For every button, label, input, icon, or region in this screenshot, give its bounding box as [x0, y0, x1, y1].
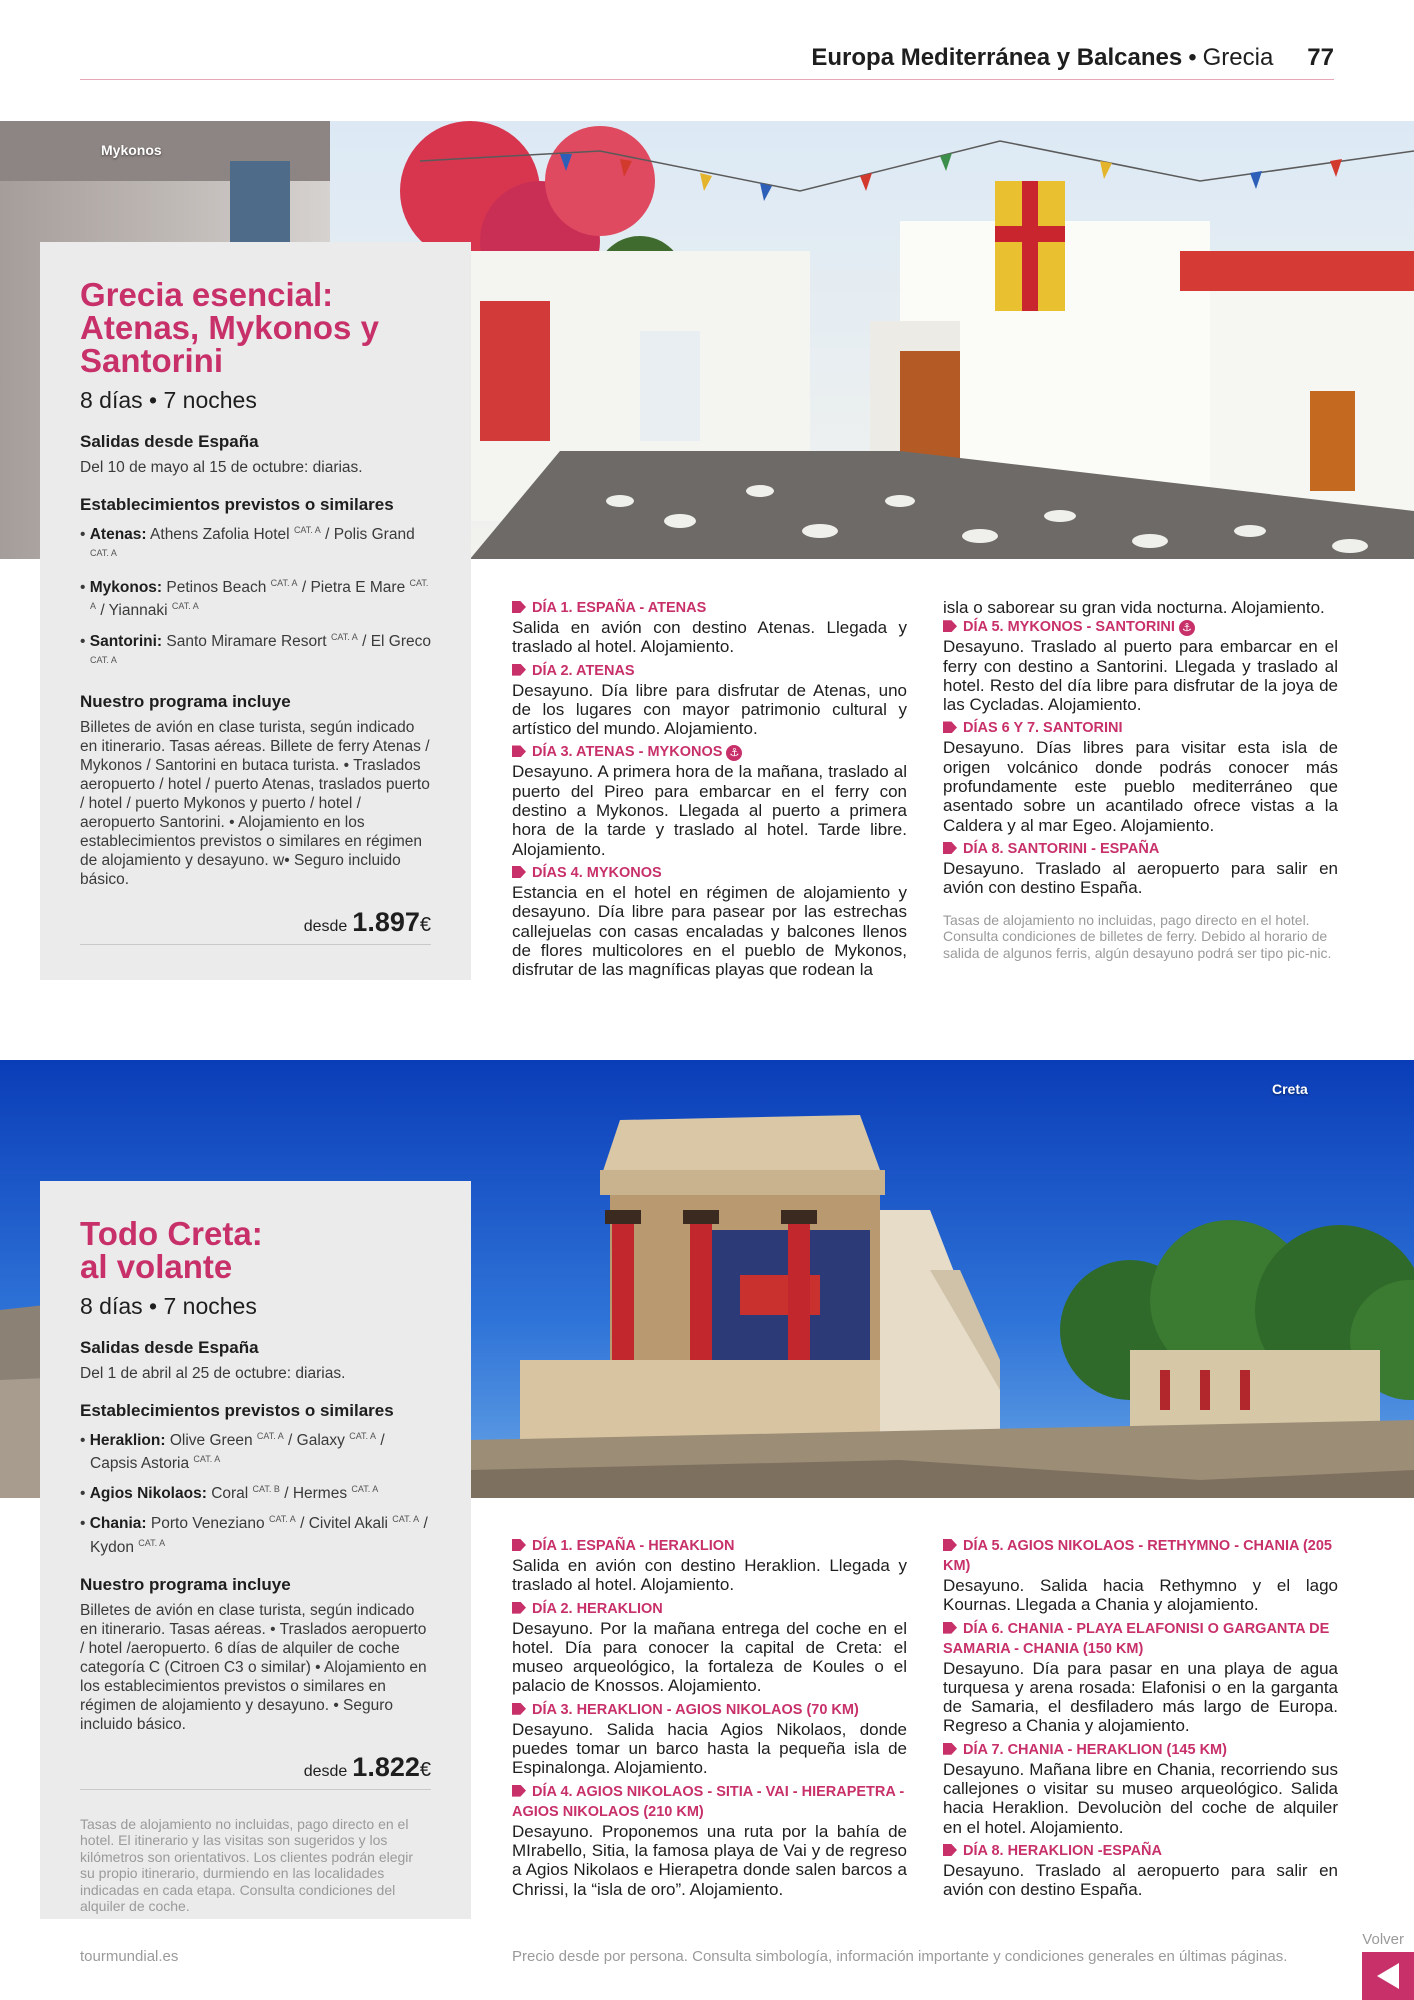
price-row — [80, 1752, 431, 1790]
hotel-category: CAT. A — [268, 1514, 296, 1525]
tour-info-box-todo-creta — [40, 1181, 471, 1919]
tour-note: Tasas de alojamiento no incluidas, pago directo en el hotel. El itinerario y las visitas son sugeridos y los kilómetros son orientativos. Los clientes podrán elegir su propio itinerario, durmiendo en las localidades indicadas en cada etapa. Consulta condiciones del alquiler de coche. — [80, 1815, 414, 1915]
includes-heading: Nuestro programa incluye — [80, 1574, 291, 1594]
play-triangle-icon — [512, 1539, 526, 1551]
day-title-text: DÍA 3. HERAKLION - AGIOS NIKOLAOS (70 KM) — [532, 1701, 859, 1718]
day-title-text: DÍA 4. AGIOS NIKOLAOS - SITIA - VAI - HIERAPETRA - AGIOS NIKOLAOS (210 KM) — [512, 1783, 905, 1820]
play-triangle-icon — [512, 601, 526, 613]
hotel-category: CAT. A — [171, 601, 199, 612]
price-amount: 1.822 — [352, 1751, 420, 1782]
section-title: Europa Mediterránea y Balcanes — [811, 44, 1183, 71]
itinerary-day — [943, 1740, 1338, 1837]
day-text: Desayuno. Traslado al aeropuerto para salir en avión con destino España. — [943, 1860, 1338, 1900]
tour-title-line: al volante — [80, 1248, 233, 1285]
day-title — [943, 617, 1338, 637]
hotel-separator: / — [320, 526, 334, 544]
departures-text: Del 10 de mayo al 15 de octubre: diarias. — [80, 459, 363, 476]
hotel-separator: / — [279, 1485, 293, 1503]
hotel-name: Galaxy — [296, 1432, 345, 1450]
price-row — [80, 907, 431, 945]
day-title-text: DÍA 3. ATENAS - MYKONOS — [532, 744, 723, 761]
hotel-name: Polis Grand — [333, 526, 415, 544]
departures-text: Del 1 de abril al 25 de octubre: diarias. — [80, 1365, 346, 1382]
day-text: Estancia en el hotel en régimen de alojamiento y desayuno. Día libre para pasear por las estrechas callejuelas con casas encaladas y balcones llenos de flores multicolores en el pueblo de Mykonos, disfrutar de las magníficas playas que rodean la — [512, 882, 907, 980]
hotel-category: CAT. A — [330, 631, 358, 642]
website-link[interactable]: tourmundial.es — [80, 1948, 179, 1965]
hotel-city: Agios Nikolaos: — [89, 1485, 207, 1503]
hotel-category: CAT. B — [252, 1484, 280, 1495]
play-triangle-icon — [943, 721, 957, 733]
itinerary-column-1 — [512, 598, 907, 983]
price-prefix: desde — [303, 1762, 348, 1780]
day-text: Desayuno. Traslado al aeropuerto para salir en avión con destino España. — [943, 858, 1338, 898]
day-text: Desayuno. Traslado al puerto para embarcar en el ferry con destino a Santorini. Llegada y traslado al hotel. Resto del día libre para disfrutar de la joya de las Cycladas. Alojamiento. — [943, 637, 1338, 715]
day-title — [512, 863, 907, 883]
price-prefix: desde — [303, 917, 348, 935]
back-label[interactable]: Volver — [1362, 1931, 1404, 1948]
itinerary-day — [512, 1700, 907, 1778]
day-title-text: DÍA 7. CHANIA - HERAKLION (145 KM) — [963, 1741, 1227, 1758]
header-separator: • — [1188, 44, 1197, 71]
price-amount: 1.897 — [352, 906, 420, 937]
hotel-separator: / — [419, 1515, 428, 1533]
hotel-list — [80, 521, 431, 674]
play-triangle-icon — [943, 1539, 957, 1551]
itinerary-day — [512, 742, 907, 858]
departures-heading: Salidas desde España — [80, 432, 259, 451]
day-title-text: DÍAS 6 Y 7. SANTORINI — [963, 720, 1123, 737]
hotel-name: Olive Green — [169, 1432, 253, 1450]
hotel-city: Heraklion: — [89, 1432, 166, 1450]
itinerary-day — [943, 1536, 1338, 1615]
itinerary-day — [512, 1782, 907, 1899]
page-header — [80, 44, 1334, 80]
tour-title-line: Grecia esencial: — [80, 276, 334, 313]
tour-duration: 8 días • 7 noches — [80, 387, 257, 413]
itinerary-column-1 — [512, 1536, 907, 1903]
hotel-name: Capsis Astoria — [90, 1455, 190, 1473]
play-triangle-icon — [943, 1743, 957, 1755]
hotel-separator: / — [376, 1432, 385, 1450]
day-text: Desayuno. Día libre para disfrutar de Atenas, uno de los lugares con mayor patrimonio cultural y artístico del mundo. Alojamiento. — [512, 680, 907, 739]
hotel-city: Mykonos: — [89, 579, 163, 597]
photo-label-mykonos: Mykonos — [101, 142, 162, 158]
hotel-item: • Atenas: Athens Zafolia Hotel $^{CAT. A}$ / Polis Grand $^{CAT. A}$ — [80, 525, 415, 559]
hotel-city: Chania: — [89, 1515, 147, 1533]
itinerary-day — [512, 598, 907, 657]
hotel-name: Porto Veneziano — [150, 1515, 265, 1533]
day-title — [512, 1536, 907, 1556]
hotel-separator: / — [357, 632, 371, 650]
price-currency: € — [419, 1758, 431, 1781]
hotel-category: CAT. A — [270, 578, 298, 589]
country-title: Grecia — [1202, 44, 1274, 71]
back-arrow-icon — [1377, 1963, 1399, 1989]
hotel-name: Petinos Beach — [166, 579, 267, 597]
hotel-item: • Santorini: Santo Miramare Resort $^{CAT. A}$ / El Greco $^{CAT. A}$ — [80, 631, 432, 665]
hotel-item: • Mykonos: Petinos Beach $^{CAT. A}$ / Pietra E Mare $^{CAT. A}$ / Yiannaki $^{CAT. A}$ — [80, 578, 429, 620]
day-title-text: DÍA 2. HERAKLION — [532, 1600, 663, 1617]
includes-text: Billetes de avión en clase turista, según indicado en itinerario. Tasas aéreas. • Traslados aeropuerto / hotel /aeropuerto. 6 días de alquiler de coche categoría C (Citroen C3 o similar) • Alojamiento en los establecimientos previstos o similares en régimen de alojamiento y desayuno. • Seguro incluido básico. — [80, 1601, 427, 1733]
hotels-heading: Establecimientos previstos o similares — [80, 495, 394, 514]
ferry-anchor-icon: ⚓ — [1179, 620, 1195, 636]
hotels-heading: Establecimientos previstos o similares — [80, 1401, 394, 1420]
itinerary-day — [943, 617, 1338, 714]
day-text: Desayuno. A primera hora de la mañana, traslado al puerto del Pireo para embarcar en el ferry con destino a Mykonos. Llegada al puerto a primera hora de la tarde y traslado al hotel. Tarde libre. Alojamiento. — [512, 762, 907, 859]
day-title — [512, 661, 907, 681]
day-title-text: DÍA 1. ESPAÑA - ATENAS — [532, 600, 707, 616]
play-triangle-icon — [943, 842, 957, 854]
play-triangle-icon — [512, 1785, 526, 1797]
page-number: 77 — [1307, 44, 1334, 71]
hotel-category: CAT. A — [90, 654, 117, 665]
play-triangle-icon — [512, 866, 526, 878]
play-triangle-icon — [512, 1703, 526, 1715]
tour-title — [80, 278, 431, 377]
day-title-text: DÍA 2. ATENAS — [532, 662, 635, 679]
play-triangle-icon — [512, 1602, 526, 1614]
tour-title-line: Santorini — [80, 342, 224, 379]
itinerary-day — [943, 1841, 1338, 1900]
day-title — [943, 1740, 1338, 1760]
day-title — [512, 1700, 907, 1720]
ferry-anchor-icon: ⚓ — [726, 745, 742, 761]
day-text: Desayuno. Mañana libre en Chania, recorriendo sus callejones o visitar su museo arqueológico. Salida hacia Heraklion. Devoluciòn del coche de alquiler en el hotel. Alojamiento. — [943, 1759, 1338, 1837]
departures-heading: Salidas desde España — [80, 1338, 259, 1357]
hotel-item: • Heraklion: Olive Green $^{CAT. A}$ / Galaxy $^{CAT. A}$ / Capsis Astoria $^{CAT. A}$ — [80, 1431, 385, 1473]
hotel-category: CAT. A — [256, 1431, 284, 1441]
hotel-separator: / — [295, 1515, 309, 1533]
day-title — [512, 598, 907, 618]
hotel-name: Santo Miramare Resort — [166, 632, 327, 650]
hotel-name: Kydon — [90, 1538, 134, 1556]
hotel-list — [80, 1427, 431, 1557]
day-title — [943, 1841, 1338, 1861]
hotel-name: Hermes — [292, 1485, 348, 1503]
hotel-category: CAT. A — [193, 1454, 221, 1465]
hotel-separator: / — [297, 579, 311, 597]
day-title-text: DÍA 5. AGIOS NIKOLAOS - RETHYMNO - CHANIA (205 KM) — [943, 1538, 1332, 1574]
hotel-name: Athens Zafolia Hotel — [150, 526, 290, 544]
tour-note: Tasas de alojamiento no incluidas, pago directo en el hotel. Consulta condiciones de billetes de ferry. Debido al horario de salida de algunos ferris, algún desayuno podrá ser tipo pic-nic. — [943, 911, 1332, 961]
tour-duration: 8 días • 7 noches — [80, 1293, 257, 1319]
hotel-category: CAT. A — [90, 578, 429, 612]
hotel-category: CAT. A — [392, 1514, 420, 1525]
back-button[interactable] — [1362, 1952, 1414, 2000]
includes-text: Billetes de avión en clase turista, según indicado en itinerario. Tasas aéreas. Billete de ferry Atenas / Mykonos / Santorini en butaca turista. • Traslados aeropuerto / hotel / puerto Atenas, traslados puerto / hotel / puerto Mykonos y puerto / hotel / aeropuerto Santorini. • Alojamiento en los establecimientos previstos o similares en régimen de alojamiento y desayuno. w• Seguro incluido básico. — [80, 718, 430, 888]
hotel-category: CAT. A — [349, 1431, 377, 1441]
day-title — [943, 718, 1338, 738]
day-title-text: DÍA 8. SANTORINI - ESPAÑA — [963, 840, 1160, 857]
hotel-name: El Greco — [370, 632, 432, 650]
footer-disclaimer: Precio desde por persona. Consulta simbología, información importante y condiciones generales en últimas páginas. — [512, 1948, 1288, 1965]
day-text: Desayuno. Proponemos una ruta por la bahía de MIrabello, Sitia, la famosa playa de Vai y de regreso a Agios Nikolaos e Hierapetra donde salen barcos a Chrissi, la “isla de oro”. Alojamiento. — [512, 1821, 907, 1899]
play-triangle-icon — [512, 745, 526, 757]
hotel-category: CAT. A — [351, 1484, 379, 1495]
hotel-city: Atenas: — [89, 526, 147, 544]
play-triangle-icon — [512, 664, 526, 676]
day-title — [943, 1536, 1338, 1576]
itinerary-day — [943, 718, 1338, 834]
day-text-continuation: isla o saborear su gran vida nocturna. Alojamiento. — [943, 598, 1325, 617]
hotel-name: Civitel Akali — [308, 1515, 388, 1533]
tour-title-line: Todo Creta: — [80, 1215, 263, 1252]
day-title-text: DÍA 1. ESPAÑA - HERAKLION — [532, 1538, 735, 1554]
hotel-name: Yiannaki — [108, 602, 168, 620]
day-title-text: DÍA 6. CHANIA - PLAYA ELAFONISI O GARGANTA DE SAMARIA - CHANIA (150 KM) — [943, 1620, 1330, 1657]
tour-info-box-grecia-esencial — [40, 242, 471, 980]
day-title-text: DÍAS 4. MYKONOS — [532, 864, 662, 881]
hotel-city: Santorini: — [89, 632, 163, 650]
hotel-category: CAT. A — [90, 548, 117, 559]
itinerary-day — [512, 1536, 907, 1595]
photo-label-creta: Creta — [1272, 1081, 1308, 1097]
day-title — [943, 839, 1338, 859]
day-text: Salida en avión con destino Atenas. Llegada y traslado al hotel. Alojamiento. — [512, 618, 907, 657]
play-triangle-icon — [943, 1622, 957, 1634]
includes-heading: Nuestro programa incluye — [80, 691, 291, 711]
play-triangle-icon — [943, 620, 957, 632]
hotel-name: Coral — [211, 1485, 249, 1503]
itinerary-column-2 — [943, 1536, 1338, 1904]
day-text: Desayuno. Salida hacia Agios Nikolaos, donde puedes tomar un barco hasta la pequeña isla de Espinalonga. Alojamiento. — [512, 1719, 907, 1778]
price-currency: € — [419, 913, 431, 936]
day-text: Desayuno. Por la mañana entrega del coche en el hotel. Día para conocer la capital de Creta: el museo arqueológico, la fortaleza de Koules o el palacio de Knossos. Alojamiento. — [512, 1618, 907, 1696]
day-text: Desayuno. Día para pasar en una playa de agua turquesa y arena rosada: Elafonisi o en la garganta de Samaria, el desfiladero más largo de Europa. Regreso a Chania y alojamiento. — [943, 1658, 1338, 1736]
itinerary-day — [512, 863, 907, 979]
itinerary-day — [512, 661, 907, 739]
day-title-text: DÍA 8. HERAKLION -ESPAÑA — [963, 1842, 1162, 1859]
tour-title-line: Atenas, Mykonos y — [80, 309, 379, 346]
day-text: Desayuno. Días libres para visitar esta isla de origen volcánico donde podrás conocer más profundamente este pueblo mediterráneo que asentado sobre un acantilado ofrece vistas a la Caldera y al mar Egeo. Alojamiento. — [943, 738, 1338, 835]
day-title — [512, 1599, 907, 1619]
day-title-text: DÍA 5. MYKONOS - SANTORINI — [963, 619, 1175, 636]
hotel-name: Pietra E Mare — [310, 579, 406, 597]
day-title — [512, 742, 907, 762]
day-title — [943, 1619, 1338, 1659]
day-text: Desayuno. Salida hacia Rethymno y el lago Kournas. Llegada a Chania y alojamiento. — [943, 1576, 1338, 1615]
hotel-separator: / — [283, 1432, 297, 1450]
hotel-category: CAT. A — [138, 1537, 166, 1548]
itinerary-day — [943, 839, 1338, 898]
itinerary-day — [512, 1599, 907, 1696]
hotel-category: CAT. A — [293, 525, 321, 535]
itinerary-column-2 — [943, 598, 1338, 961]
tour-title — [80, 1217, 431, 1283]
hotel-item: • Agios Nikolaos: Coral $^{CAT. B}$ / Hermes $^{CAT. A}$ — [80, 1484, 379, 1503]
day-title — [512, 1782, 907, 1822]
day-text: Salida en avión con destino Heraklion. Llegada y traslado al hotel. Alojamiento. — [512, 1556, 907, 1595]
play-triangle-icon — [943, 1844, 957, 1856]
hotel-item: • Chania: Porto Veneziano $^{CAT. A}$ / Civitel Akali $^{CAT. A}$ / Kydon $^{CAT. A}$ — [80, 1514, 428, 1556]
itinerary-day — [943, 1619, 1338, 1736]
